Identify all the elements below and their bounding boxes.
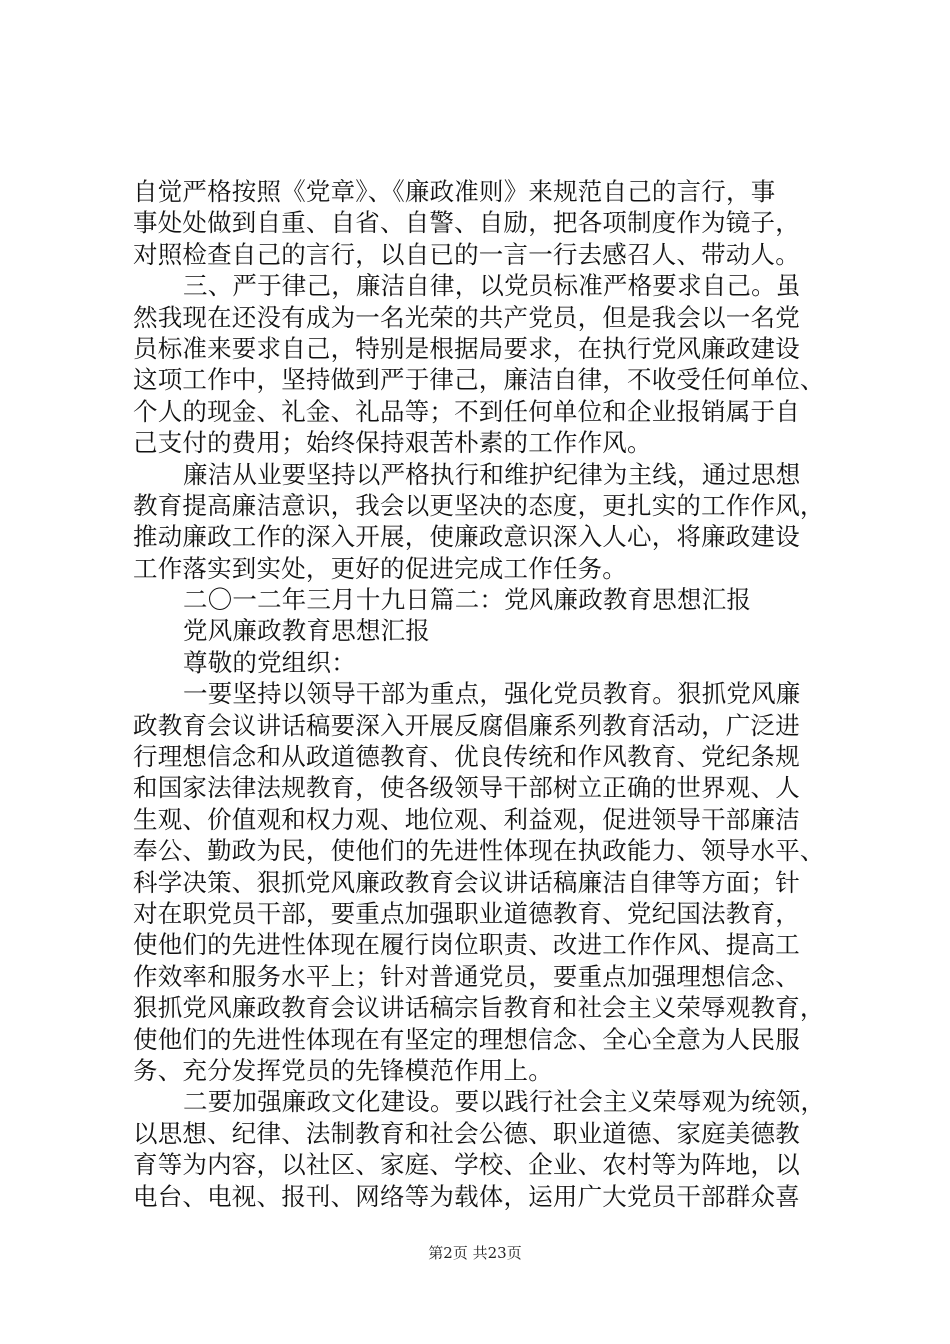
text-line: 这项工作中，坚持做到严于律己，廉洁自律，不收受任何单位、 — [133, 365, 825, 395]
text-line: 工作落实到实处，更好的促进完成工作任务。 — [133, 553, 627, 583]
text-line: 自觉严格按照《党章》、《廉政准则》来规范自己的言行，事 — [133, 177, 776, 206]
text-line: 对在职党员干部，要重点加强职业道德教育、党纪国法教育， — [133, 898, 800, 928]
text-line: 奉公、勤政为民，使他们的先进性体现在执政能力、领导水平、 — [133, 836, 825, 866]
text-line: 己支付的费用；始终保持艰苦朴素的工作作风。 — [133, 428, 652, 458]
text-line: 事处处做到自重、自省、自警、自励，把各项制度作为镜子， — [133, 208, 800, 238]
document-body — [133, 176, 833, 1212]
text-line: 作效率和服务水平上；针对普通党员，要重点加强理想信念、 — [133, 961, 800, 991]
text-line: 党风廉政教育思想汇报 — [183, 616, 430, 646]
text-line: 二要加强廉政文化建设。要以践行社会主义荣辱观为统领， — [183, 1087, 826, 1117]
page-number: 第2页 共23页 — [428, 1244, 522, 1262]
text-line: 政教育会议讲话稿要深入开展反腐倡廉系列教育活动，广泛进 — [133, 710, 800, 740]
text-line: 二〇一二年三月十九日篇二：党风廉政教育思想汇报 — [183, 585, 752, 615]
text-line: 尊敬的党组织： — [183, 647, 356, 677]
text-line: 电台、电视、报刊、网络等为载体，运用广大党员干部群众喜 — [133, 1181, 800, 1211]
text-line: 使他们的先进性体现在履行岗位职责、改进工作作风、提高工 — [133, 930, 800, 960]
text-line: 生观、价值观和权力观、地位观、利益观，促进领导干部廉洁 — [133, 804, 800, 834]
text-line: 员标准来要求自己，特别是根据局要求，在执行党风廉政建设 — [133, 333, 800, 363]
text-line: 行理想信念和从政道德教育、优良传统和作风教育、党纪条规 — [133, 742, 800, 772]
text-line: 个人的现金、礼金、礼品等；不到任何单位和企业报销属于自 — [133, 396, 800, 426]
text-line: 使他们的先进性体现在有坚定的理想信念、全心全意为人民服 — [133, 1024, 800, 1054]
text-line: 和国家法律法规教育，使各级领导干部树立正确的世界观、人 — [133, 773, 800, 803]
text-line: 狠抓党风廉政教育会议讲话稿宗旨教育和社会主义荣辱观教育， — [133, 993, 825, 1023]
text-line: 然我现在还没有成为一名光荣的共产党员，但是我会以一名党 — [133, 302, 800, 332]
text-line: 一要坚持以领导干部为重点，强化党员教育。狠抓党风廉 — [183, 679, 801, 709]
text-line: 科学决策、狠抓党风廉政教育会议讲话稿廉洁自律等方面；针 — [133, 867, 800, 897]
text-line: 以思想、纪律、法制教育和社会公德、职业道德、家庭美德教 — [133, 1118, 800, 1148]
text-line: 育等为内容，以社区、家庭、学校、企业、农村等为阵地，以 — [133, 1150, 800, 1180]
text-line: 推动廉政工作的深入开展，使廉政意识深入人心，将廉政建设 — [133, 522, 800, 552]
text-line: 务、充分发挥党员的先锋模范作用上。 — [133, 1055, 553, 1085]
text-line: 对照检查自己的言行，以自已的一言一行去感召人、带动人。 — [133, 239, 800, 269]
page-footer — [0, 1243, 950, 1263]
text-line: 教育提高廉洁意识，我会以更坚决的态度，更扎实的工作作风， — [133, 490, 825, 520]
text-line: 三、严于律己，廉洁自律，以党员标准严格要求自己。虽 — [183, 271, 801, 301]
text-line: 廉洁从业要坚持以严格执行和维护纪律为主线，通过思想 — [183, 459, 801, 489]
